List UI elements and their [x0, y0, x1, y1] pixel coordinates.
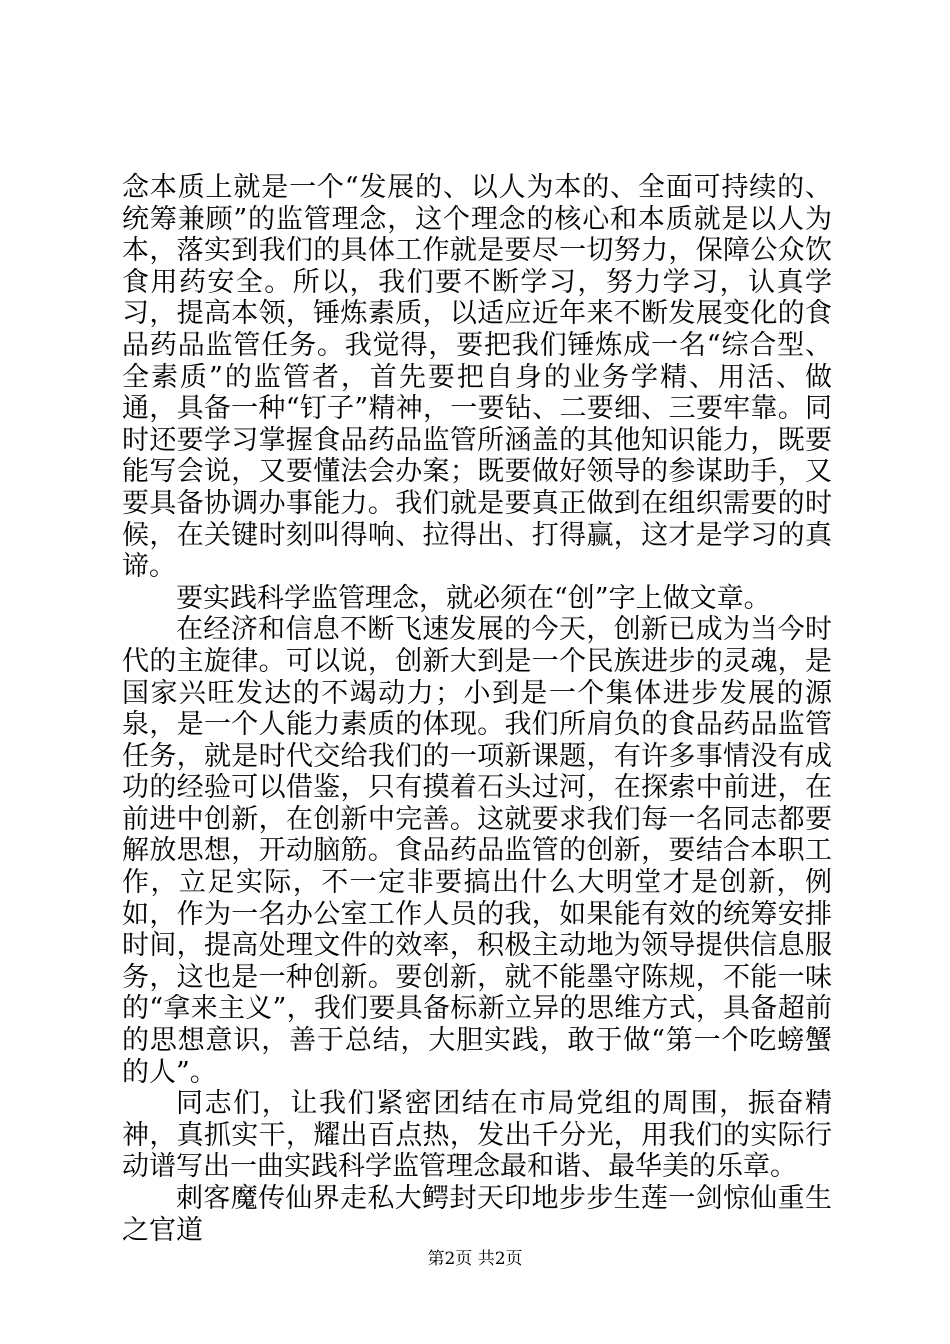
paragraph-1: 念本质上就是一个“发展的、以人为本的、全面可持续的、统筹兼顾”的监管理念，这个理念的核心和本质就是以人为本，落实到我们的具体工作就是要尽一切努力，保障公众饮食用药安全。所以，我们要不断学习，努力学习，认真学习，提高本领，锤炼素质，以适应近年来不断发展变化的食品药品监管任务。我觉得，要把我们锤炼成一名“综合型、全素质”的监管者，首先要把自身的业务学精、用活、做通，具备一种“钉子”精神，一要钻、二要细、三要牢靠。同时还要学习掌握食品药品监管所涵盖的其他知识能力，既要能写会说，又要懂法会办案；既要做好领导的参谋助手，又要具备协调办事能力。我们就是要真正做到在组织需要的时候，在关键时刻叫得响、拉得出、打得赢，这才是学习的真谛。	[122, 172, 832, 583]
paragraph-2: 要实践科学监管理念，就必须在“创”字上做文章。	[176, 582, 771, 614]
document-body	[122, 172, 832, 1246]
paragraph-3: 在经济和信息不断飞速发展的今天，创新已成为当今时代的主旋律。可以说，创新大到是一个民族进步的灵魂，是国家兴旺发达的不竭动力；小到是一个集体进步发展的源泉，是一个人能力素质的体现。我们所肩负的食品药品监管任务，就是时代交给我们的一项新课题，有许多事情没有成功的经验可以借鉴，只有摸着石头过河，在探索中前进，在前进中创新，在创新中完善。这就要求我们每一名同志都要解放思想，开动脑筋。食品药品监管的创新，要结合本职工作，立足实际，不一定非要搞出什么大明堂才是创新，例如，作为一名办公室工作人员的我，如果能有效的统筹安排时间，提高处理文件的效率，积极主动地为领导提供信息服务，这也是一种创新。要创新，就不能墨守陈规，不能一味的“拿来主义”，我们要具备标新立异的思维方式，具备超前的思想意识，善于总结，大胆实践，敢于做“第一个吃螃蟹的人”。	[122, 614, 832, 1088]
paragraph-4: 同志们，让我们紧密团结在市局党组的周围，振奋精神，真抓实干，耀出百点热，发出千分光，用我们的实际行动谱写出一曲实践科学监管理念最和谐、最华美的乐章。	[122, 1088, 832, 1183]
page-footer: 第2页 共2页	[427, 1249, 523, 1269]
paragraph-5: 刺客魔传仙界走私大鳄封天印地步步生莲一剑惊仙重生之官道	[122, 1183, 832, 1246]
